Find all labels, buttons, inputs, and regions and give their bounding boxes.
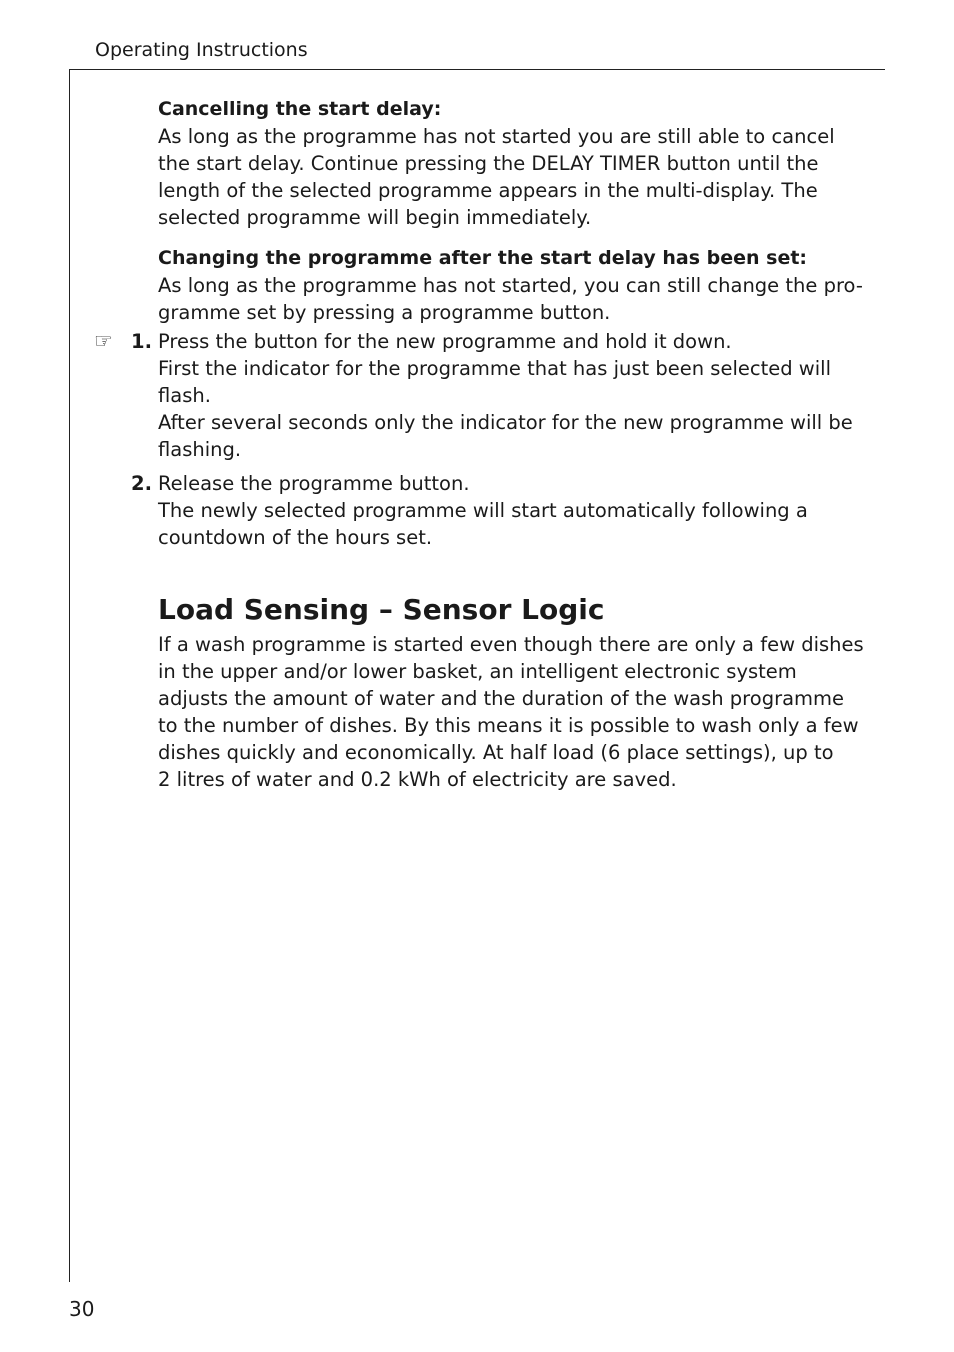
text-line: After several seconds only the indicator for the new programme will be <box>158 411 853 434</box>
header-rule <box>69 69 885 70</box>
text-line: gramme set by pressing a programme button. <box>158 301 611 324</box>
text-line: Press the button for the new programme and hold it down. <box>158 330 732 353</box>
text-line: If a wash programme is started even though there are only a few dishes <box>158 633 864 656</box>
cancel-delay-text <box>158 123 866 231</box>
section-title: Load Sensing – Sensor Logic <box>158 593 605 626</box>
page-content <box>94 96 866 793</box>
text-line: Release the programme button. <box>158 472 470 495</box>
text-line: First the indicator for the programme that has just been selected will <box>158 357 831 380</box>
text-line: The newly selected programme will start automatically following a <box>158 499 808 522</box>
text-line: length of the selected programme appears in the multi-display. The <box>158 179 818 202</box>
text-line: countdown of the hours set. <box>158 526 433 549</box>
pointing-hand-icon: ☞ <box>94 329 113 353</box>
text-line: to the number of dishes. By this means it is possible to wash only a few <box>158 714 859 737</box>
text-line: flashing. <box>158 438 242 461</box>
text-line: As long as the programme has not started you are still able to cancel <box>158 125 835 148</box>
text-line: in the upper and/or lower basket, an intelligent electronic system <box>158 660 797 683</box>
text-line: 2 litres of water and 0.2 kWh of electricity are saved. <box>158 768 677 791</box>
page-number: 30 <box>69 1297 95 1321</box>
step-2 <box>131 470 866 551</box>
change-programme-heading: Changing the programme after the start delay has been set: <box>158 247 808 269</box>
load-sensing-text <box>158 631 866 793</box>
change-programme-text <box>158 272 866 326</box>
running-header: Operating Instructions <box>95 39 308 61</box>
step-1 <box>94 328 866 463</box>
text-line: selected programme will begin immediately. <box>158 206 592 229</box>
step-number: 1. <box>131 330 152 353</box>
text-line: As long as the programme has not started, you can still change the pro- <box>158 274 863 297</box>
margin-rule <box>69 69 70 1282</box>
text-line: adjusts the amount of water and the duration of the wash programme <box>158 687 845 710</box>
cancel-delay-heading: Cancelling the start delay: <box>158 98 442 120</box>
text-line: the start delay. Continue pressing the DELAY TIMER button until the <box>158 152 819 175</box>
text-line: flash. <box>158 384 211 407</box>
step-number: 2. <box>131 472 152 495</box>
text-line: dishes quickly and economically. At half load (6 place settings), up to <box>158 741 834 764</box>
